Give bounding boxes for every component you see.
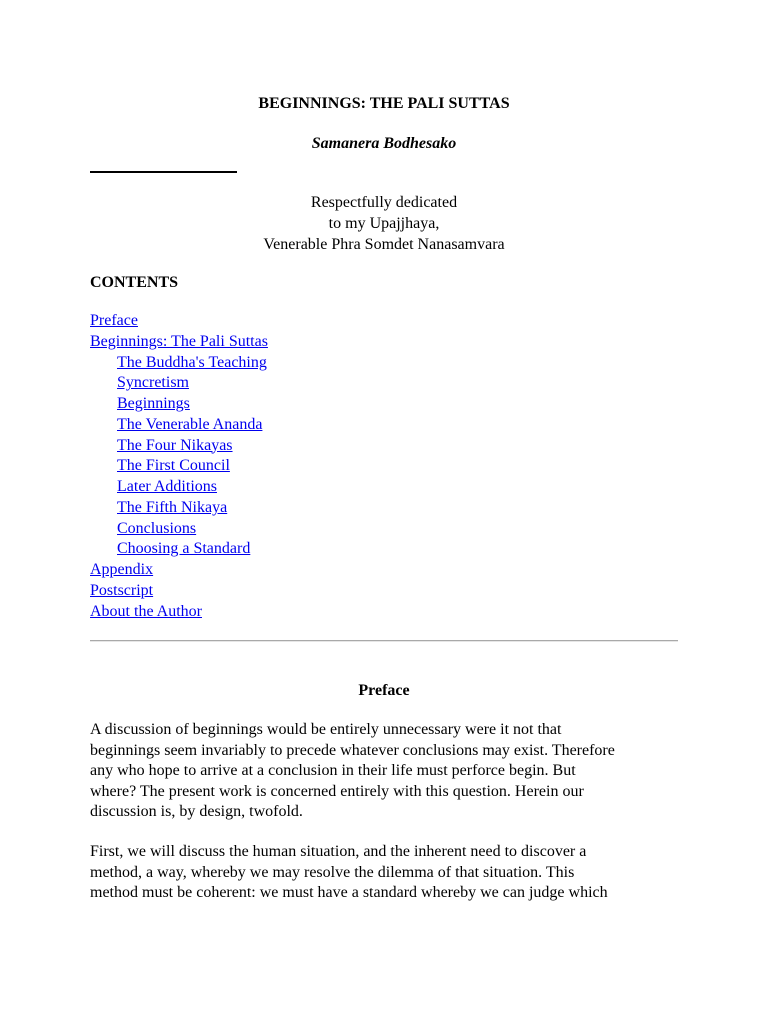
toc-item [90,560,268,581]
toc-link-buddhas-teaching[interactable]: The Buddha's Teaching [117,353,267,371]
dedication-line: Respectfully dedicated [310,194,458,211]
toc-link-preface[interactable]: Preface [90,312,138,329]
paragraph [90,842,680,904]
toc-link-choosing-standard[interactable]: Choosing a Standard [117,540,251,558]
table-of-contents [90,311,268,622]
toc-link-beginnings-pali-suttas[interactable]: Beginnings: The Pali Suttas [90,332,268,350]
paragraph-line: method, a way, whereby we may resolve the dilemma of that situation. This [90,863,575,881]
toc-item [90,519,268,540]
toc-link-syncretism[interactable]: Syncretism [117,374,189,392]
toc-link-conclusions[interactable]: Conclusions [117,519,197,537]
toc-item [90,394,268,415]
dedication-line: to my Upajjhaya, [328,215,440,232]
toc-link-beginnings[interactable]: Beginnings [117,395,190,412]
section-heading: Preface [358,682,410,699]
dedication [0,192,768,255]
document-author: Samanera Bodhesako [311,135,457,152]
toc-item [90,353,268,374]
toc-item [90,456,268,477]
dedication-line: Venerable Phra Somdet Nanasamvara [263,236,505,253]
document-title: BEGINNINGS: THE PALI SUTTAS [258,95,510,112]
toc-item [90,539,268,560]
toc-item [90,602,268,623]
paragraph-line: any who hope to arrive at a conclusion in their life must perforce begin. But [90,762,576,779]
paragraph-line: beginnings seem invariably to precede whatever conclusions may exist. Therefore [90,741,615,759]
paragraph-line: First, we will discuss the human situation, and the inherent need to discover a [90,843,587,860]
paragraph-line: discussion is, by design, twofold. [90,803,303,820]
paragraph-line: A discussion of beginnings would be entirely unnecessary were it not that [90,721,562,738]
toc-link-venerable-ananda[interactable]: The Venerable Ananda [117,415,263,433]
toc-item [90,373,268,394]
toc-link-appendix[interactable]: Appendix [90,561,154,578]
toc-link-fifth-nikaya[interactable]: The Fifth Nikaya [117,498,228,516]
toc-item [90,498,268,519]
toc-item [90,311,268,332]
paragraph [90,720,680,823]
paragraph-line: method must be coherent: we must have a standard whereby we can judge which [90,884,608,901]
toc-item [90,436,268,457]
toc-link-later-additions[interactable]: Later Additions [117,478,217,495]
toc-item [90,477,268,498]
toc-link-four-nikayas[interactable]: The Four Nikayas [117,436,233,454]
horizontal-rule [90,640,678,642]
paragraph-line: where? The present work is concerned entirely with this question. Herein our [90,782,584,800]
toc-item [90,415,268,436]
toc-item [90,581,268,602]
short-divider [90,171,237,173]
toc-item [90,332,268,353]
toc-link-about-author[interactable]: About the Author [90,602,202,620]
toc-link-postscript[interactable]: Postscript [90,581,154,599]
toc-link-first-council[interactable]: The First Council [117,457,230,475]
contents-heading: CONTENTS [90,274,179,291]
